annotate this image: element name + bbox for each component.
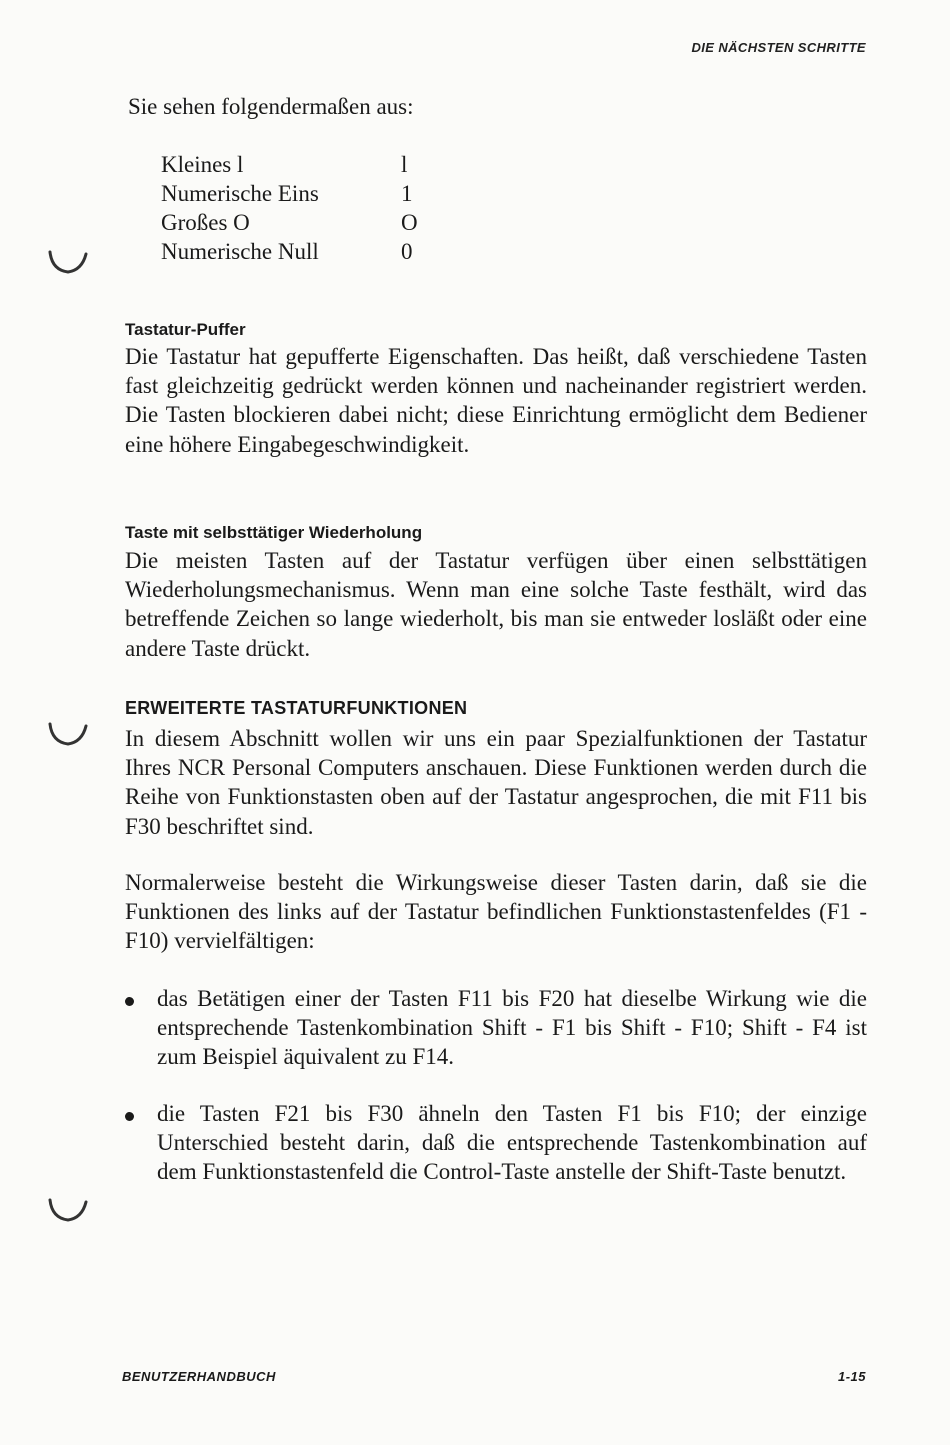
table-row: [161, 150, 431, 179]
list-item-text: das Betätigen einer der Tasten F11 bis F20 hat dieselbe Wirkung wie die entsprechende Tastenkombination Shift - F1 bis Shift - F10; Shift - F4 ist zum Beispiel äquivalent zu F14.: [157, 986, 867, 1070]
bullet-list: [125, 984, 867, 1186]
list-item: [125, 1099, 867, 1187]
list-item: [125, 984, 867, 1072]
paragraph-erweitert-2: Normalerweise besteht die Wirkungsweise dieser Tasten darin, daß sie die Funktionen des links auf der Tastatur befindlichen Funktionstastenfeldes (F1 -F10) vervielfältigen:: [125, 870, 867, 954]
paragraph-wiederholung: Die meisten Tasten auf der Tastatur verfügen über einen selbsttätigen Wiederholungsmechanismus. Wenn man eine solche Taste festhält, wird das betreffende Zeichen so lange wiederholt, bis man sie entweder losläßt oder eine andere Taste drückt.: [125, 548, 867, 661]
char-name: Numerische Null: [161, 239, 319, 264]
table-row: [161, 237, 431, 266]
char-name: Numerische Eins: [161, 181, 319, 206]
table-row: [161, 179, 431, 208]
binder-hole-mark: [46, 1196, 90, 1224]
intro-text: Sie sehen folgendermaßen aus:: [128, 94, 414, 119]
char-glyph: 1: [401, 181, 413, 206]
paragraph-erweitert: In diesem Abschnitt wollen wir uns ein paar Spezialfunktionen der Tastatur Ihres NCR Personal Computers anschauen. Diese Funktionen werden durch die Reihe von Funktionstasten oben auf der Tastatur angesprochen, die mit F11 bis F30 beschriftet sind.: [125, 726, 867, 839]
char-name: Großes O: [161, 210, 250, 235]
binder-hole-mark: [46, 720, 90, 748]
char-glyph: O: [401, 210, 418, 235]
running-header: DIE NÄCHSTEN SCHRITTE: [691, 40, 866, 55]
paragraph-puffer: Die Tastatur hat gepufferte Eigenschaften. Das heißt, daß verschiedene Tasten fast gleichzeitig gedrückt werden können und nacheinander registriert werden. Die Tasten blockieren dabei nicht; diese Einrichtung ermöglicht dem Bediener eine höhere Eingabegeschwindigkeit.: [125, 344, 867, 457]
section-heading-puffer: Tastatur-Puffer: [125, 320, 246, 339]
table-row: [161, 208, 431, 237]
character-table: [161, 150, 431, 266]
char-glyph: l: [401, 152, 408, 177]
char-glyph: 0: [401, 239, 413, 264]
bullet-icon: [125, 997, 134, 1006]
footer-title: BENUTZERHANDBUCH: [122, 1369, 276, 1384]
binder-hole-mark: [46, 248, 90, 276]
char-name: Kleines l: [161, 152, 244, 177]
page-number: 1-15: [837, 1369, 866, 1384]
bullet-icon: [125, 1112, 134, 1121]
section-heading-wiederholung: Taste mit selbsttätiger Wiederholung: [125, 523, 423, 542]
section-heading-erweitert: ERWEITERTE TASTATURFUNKTIONEN: [125, 698, 468, 718]
list-item-text: die Tasten F21 bis F30 ähneln den Tasten F1 bis F10; der einzige Unterschied besteht darin, daß die entsprechende Tastenkombination auf dem Funktionstastenfeld die Control-Taste anstelle der Shift-Taste benutzt.: [157, 1100, 867, 1185]
